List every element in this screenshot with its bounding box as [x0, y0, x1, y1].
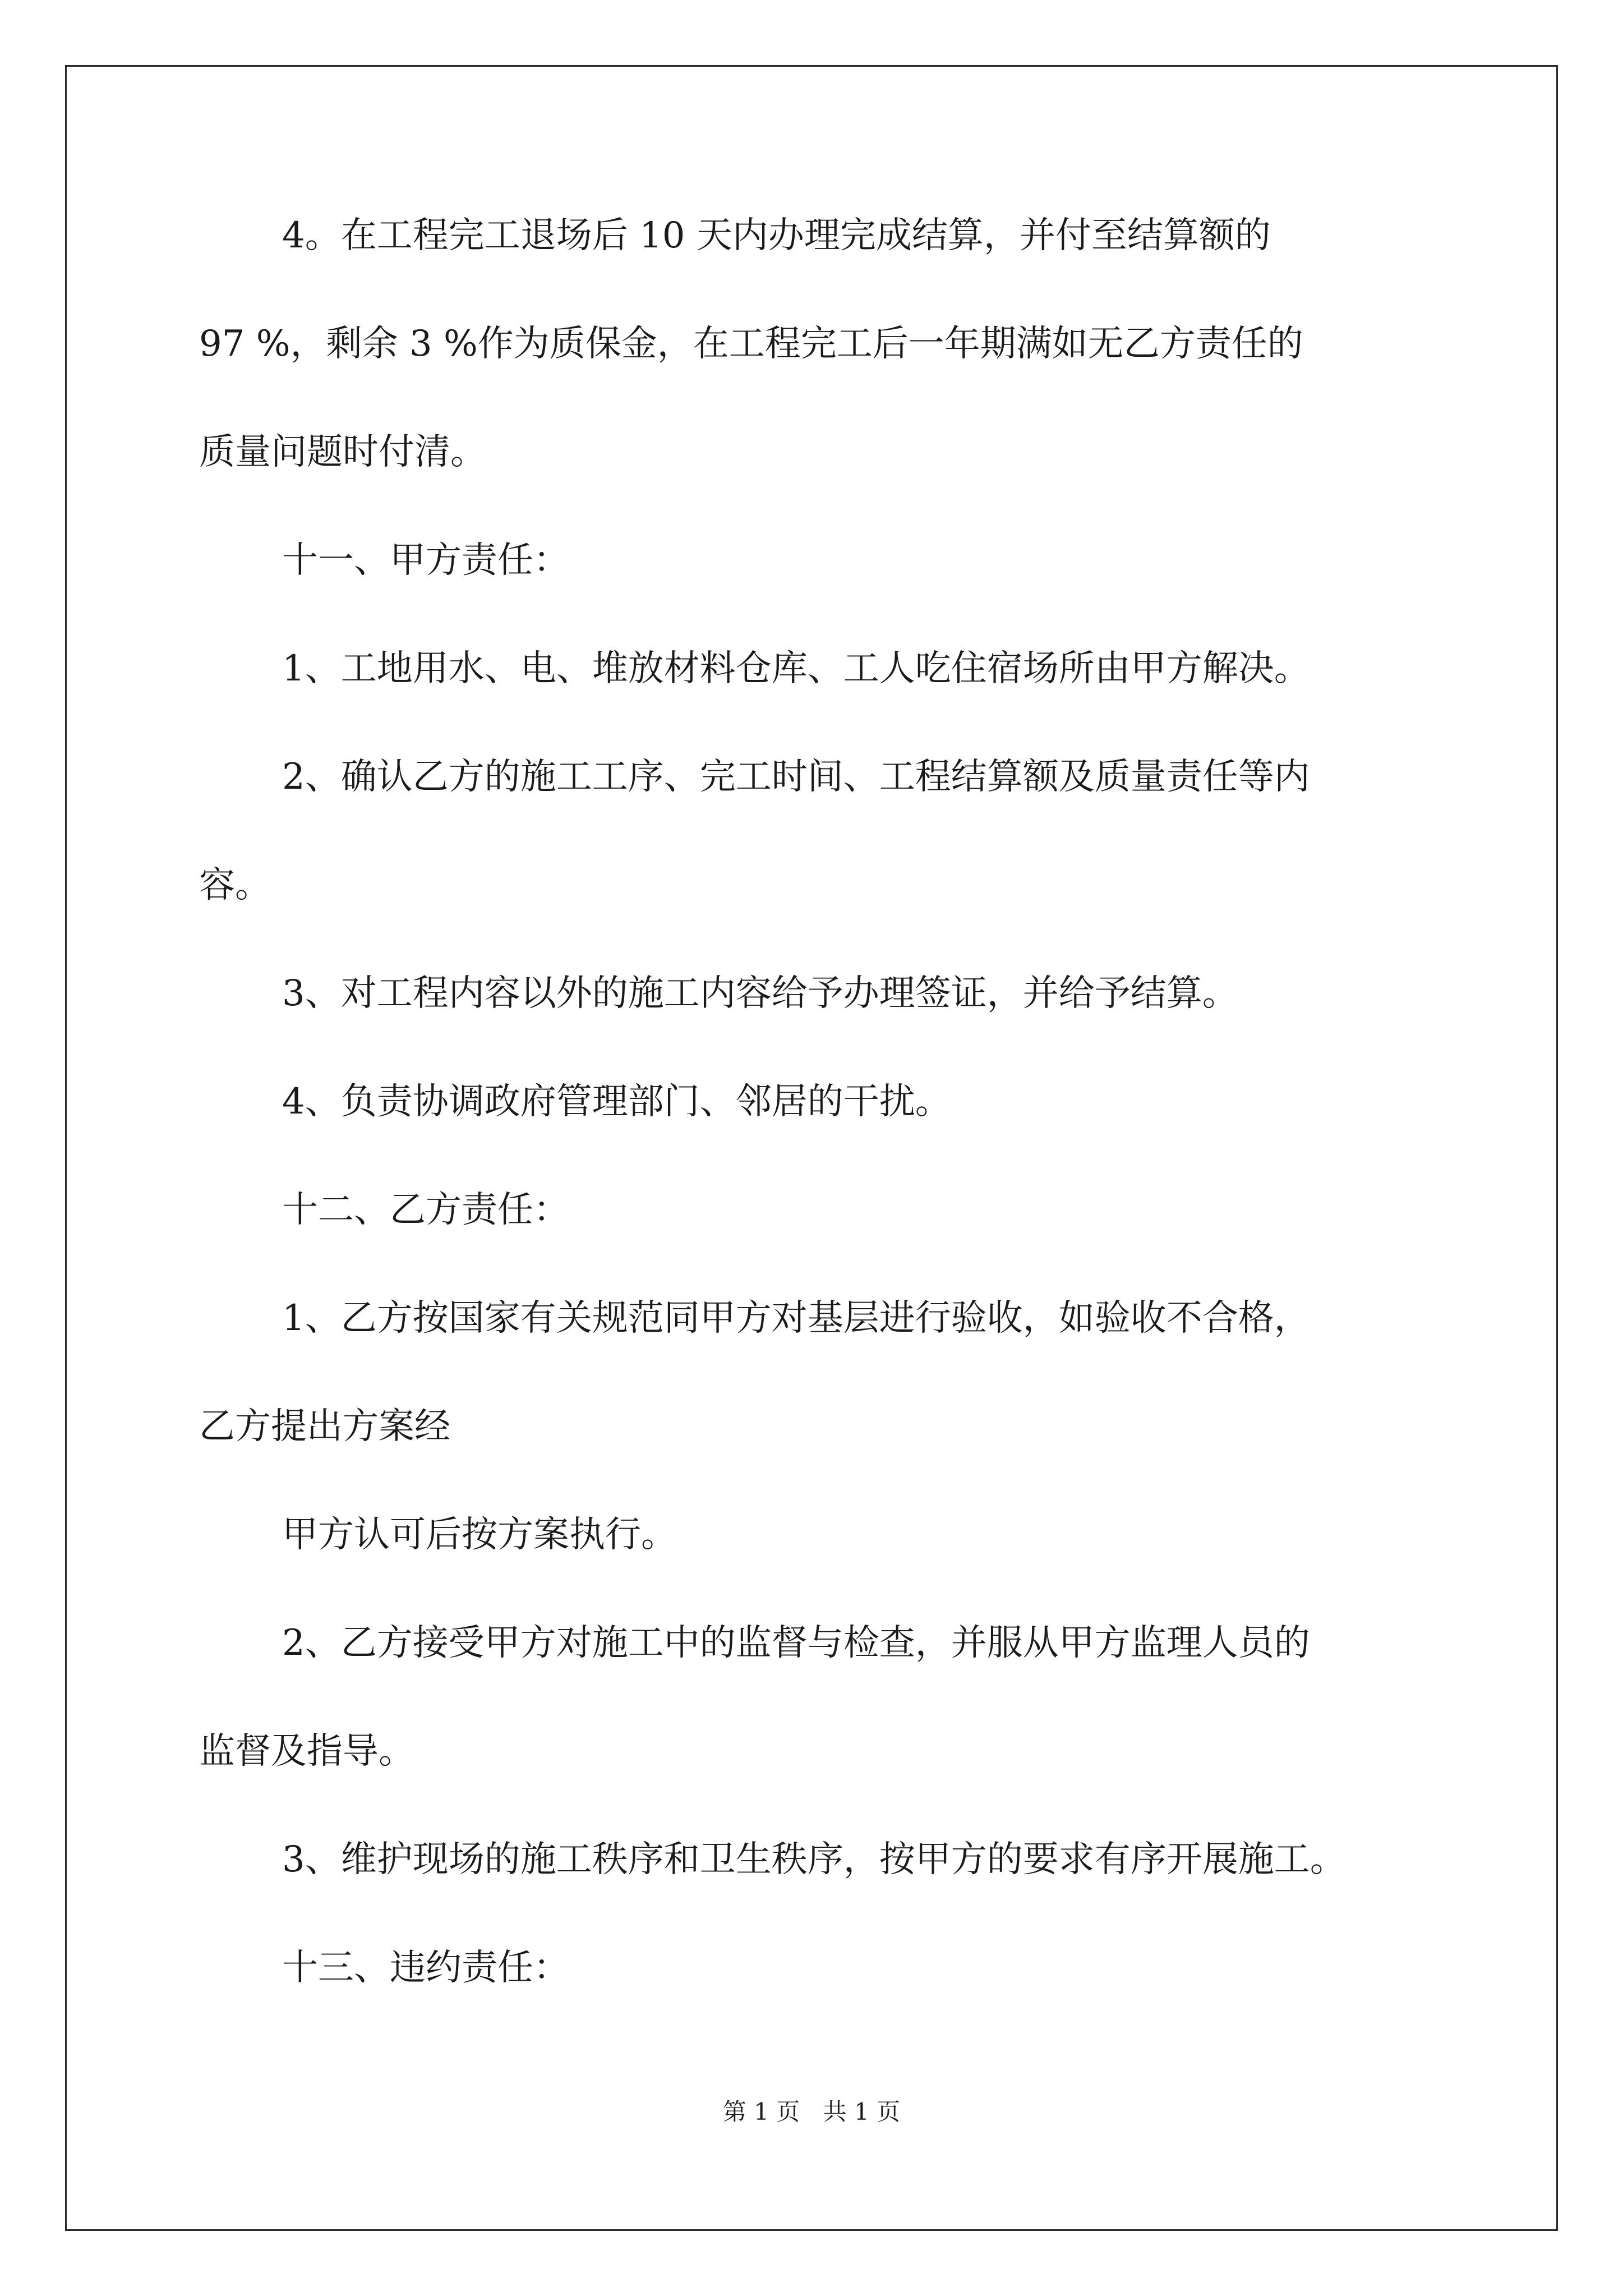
paragraph-line: 2、确认乙方的施工工序、完工时间、工程结算额及质量责任等内: [282, 756, 1310, 798]
page-total: 共 1 页: [823, 2098, 901, 2125]
section-heading: 十一、甲方责任：: [282, 540, 569, 581]
paragraph-line: 2、乙方接受甲方对施工中的监督与检查，并服从甲方监理人员的: [282, 1622, 1310, 1664]
paragraph-line: 4。在工程完工退场后 10 天内办理完成结算，并付至结算额的: [282, 215, 1271, 256]
paragraph-line: 监督及指导。: [199, 1731, 414, 1772]
paragraph-line: 甲方认可后按方案执行。: [282, 1514, 677, 1556]
paragraph-line: 97 %，剩余 3 %作为质保金，在工程完工后一年期满如无乙方责任的: [199, 323, 1303, 365]
paragraph-line: 4、负责协调政府管理部门、邻居的干扰。: [282, 1081, 951, 1122]
paragraph-line: 容。: [199, 864, 271, 906]
paragraph-line: 3、对工程内容以外的施工内容给予办理签证，并给予结算。: [282, 973, 1238, 1014]
paragraph-line: 质量问题时付清。: [199, 431, 486, 473]
page-border: [65, 65, 1558, 2231]
section-heading: 十三、违约责任：: [282, 1947, 569, 1989]
paragraph-line: 乙方提出方案经: [199, 1406, 450, 1447]
paragraph-line: 1、乙方按国家有关规范同甲方对基层进行验收，如验收不合格，: [282, 1297, 1310, 1339]
page-footer: [0, 2095, 1623, 2129]
paragraph-line: 3、维护现场的施工秩序和卫生秩序，按甲方的要求有序开展施工。: [282, 1839, 1346, 1880]
paragraph-line: 1、工地用水、电、堆放材料仓库、工人吃住宿场所由甲方解决。: [282, 648, 1310, 689]
page-number: 第 1 页: [722, 2098, 800, 2125]
section-heading: 十二、乙方责任：: [282, 1189, 569, 1231]
